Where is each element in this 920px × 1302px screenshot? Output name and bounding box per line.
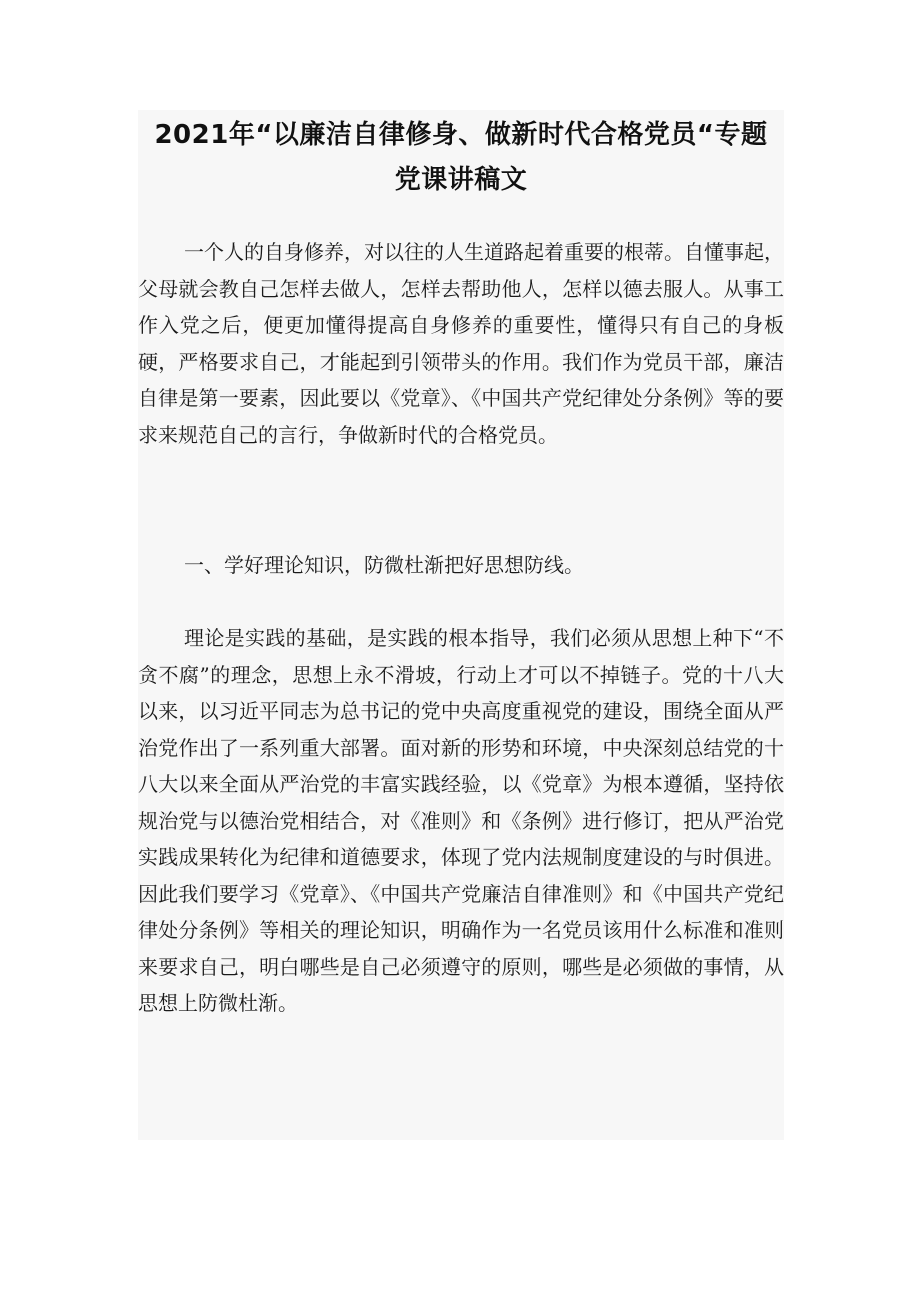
- document-title-line-2: 党课讲稿文: [394, 165, 528, 195]
- intro-paragraph: 一个人的自身修养，对以往的人生道路起着重要的根蒂。自懂事起，父母就会教自己怎样去做人，怎样去帮助他人，怎样以德去服人。从事工作入党之后，便更加懂得提高自身修养的重要性，懂得只有自己的身板硬，严格要求自己，才能起到引领带头的作用。我们作为党员干部，廉洁自律是第一要素，因此要以《党章》、《中国共产党纪律处分条例》等的要求来规范自己的言行，争做新时代的合格党员。: [138, 240, 784, 447]
- section-heading-1: 一、学好理论知识，防微杜渐把好思想防线。: [184, 553, 584, 577]
- document-title: [138, 113, 784, 203]
- section-1-paragraph: 理论是实践的基础，是实践的根本指导，我们必须从思想上种下“不贪不腐”的理念，思想上永不滑坡，行动上才可以不掉链子。党的十八大以来，以习近平同志为总书记的党中央高度重视党的建设，围绕全面从严治党作出了一系列重大部署。面对新的形势和环境，中央深刻总结党的十八大以来全面从严治党的丰富实践经验，以《党章》为根本遵循，坚持依规治党与以德治党相结合，对《准则》和《条例》进行修订，把从严治党实践成果转化为纪律和道德要求，体现了党内法规制度建设的与时俱进。因此我们要学习《党章》、《中国共产党廉洁自律准则》和《中国共产党纪律处分条例》等相关的理论知识，明确作为一名党员该用什么标准和准则来要求自己，明白哪些是自己必须遵守的原则，哪些是必须做的事情，从思想上防微杜渐。: [138, 626, 784, 1015]
- document-title-line-1: 2021年“以廉洁自律修身、做新时代合格党员“专题: [154, 120, 768, 150]
